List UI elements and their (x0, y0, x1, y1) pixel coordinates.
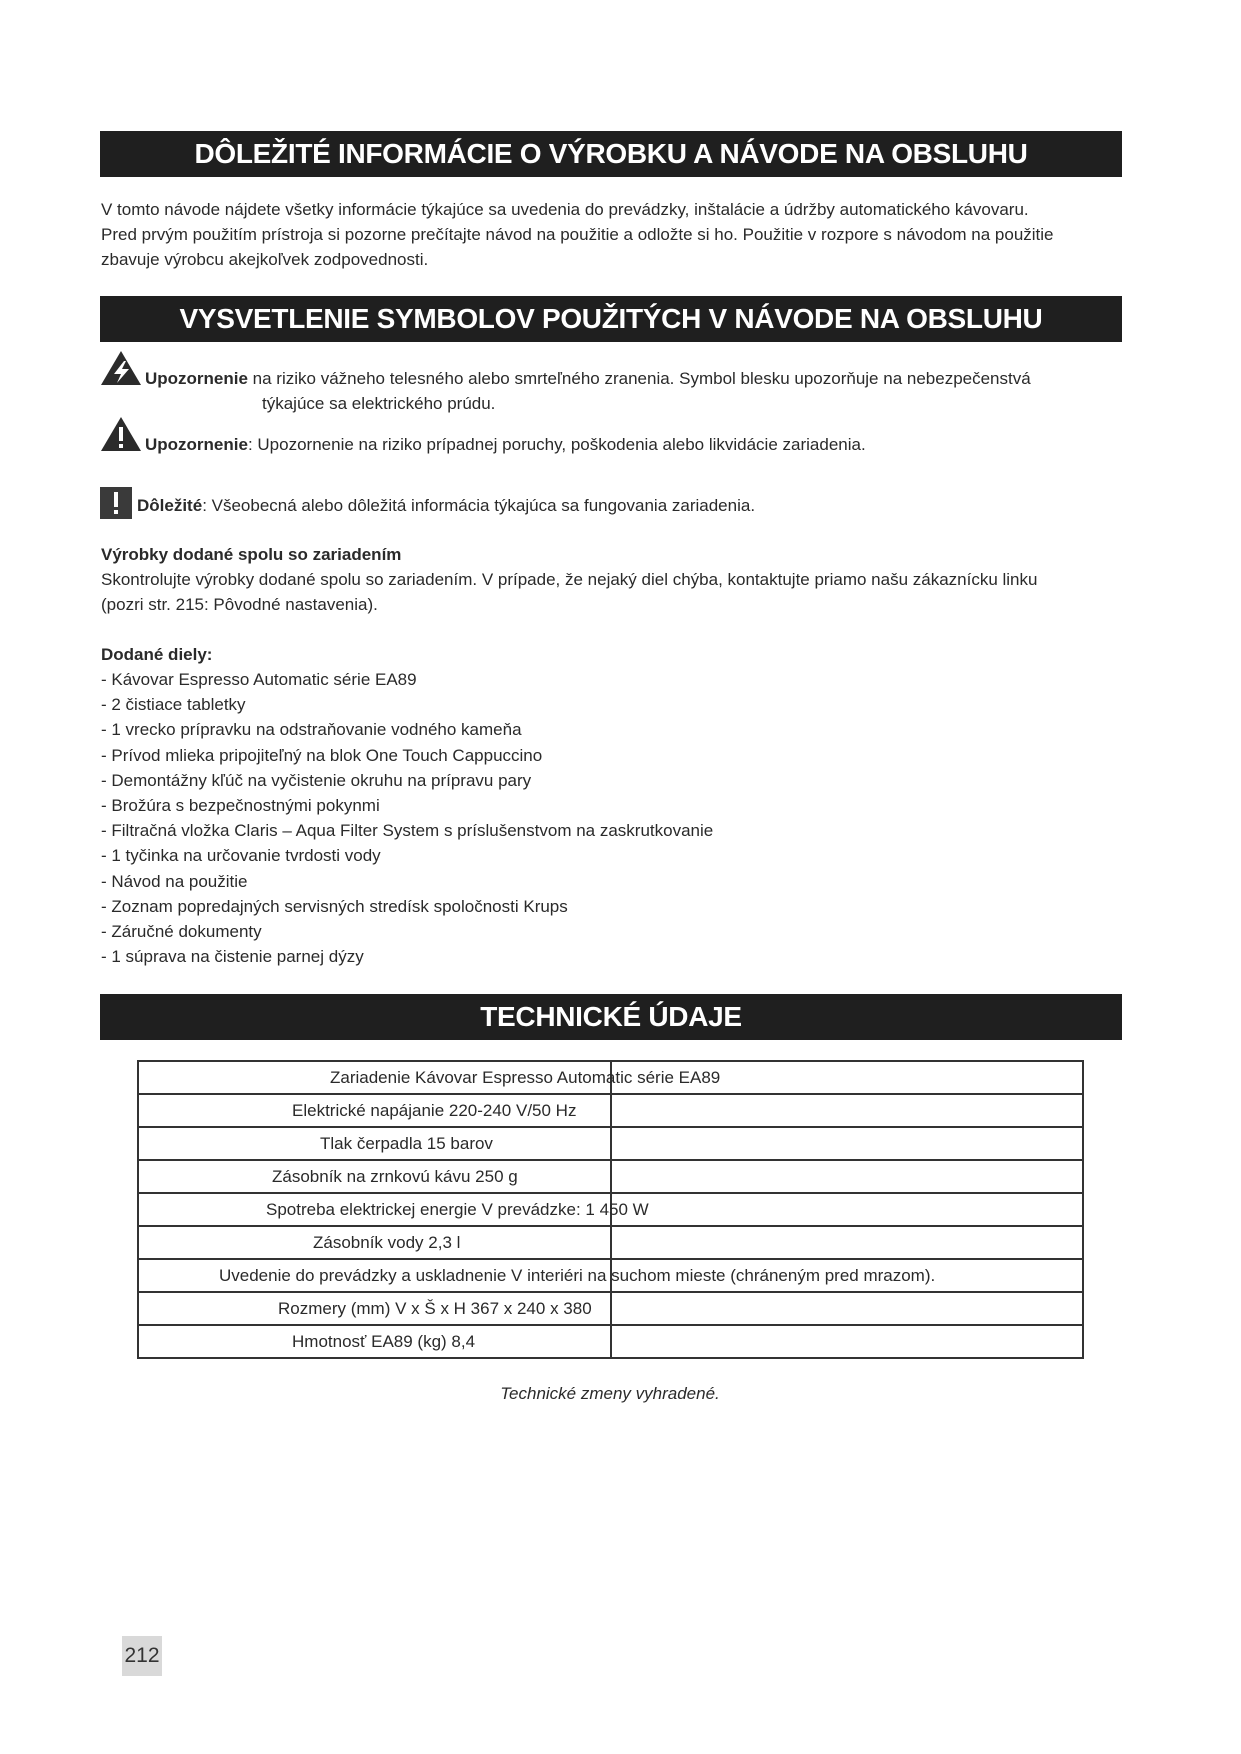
table-row (138, 1061, 1083, 1094)
intro-paragraph (101, 197, 1123, 272)
table-row (138, 1193, 1083, 1226)
spec-text: Hmotnosť EA89 (kg) 8,4 (292, 1332, 476, 1351)
intro-line: zbavuje výrobcu akejkoľvek zodpovednosti. (101, 250, 429, 269)
intro-line: Pred prvým použitím prístroja si pozorne prečítajte návod na použitie a odložte si ho. Použitie v rozpore s návodom na použitie (101, 225, 1054, 244)
section-title-tech: TECHNICKÉ ÚDAJE (100, 994, 1122, 1040)
table-row (138, 1325, 1083, 1358)
spec-text: Elektrické napájanie 220-240 V/50 Hz (292, 1101, 577, 1120)
spec-text: Zásobník na zrnkovú kávu 250 g (272, 1167, 518, 1186)
supplied-line: Skontrolujte výrobky dodané spolu so zariadením. V prípade, že nejaký diel chýba, kontaktujte priamo našu zákaznícku linku (101, 570, 1038, 589)
table-row (138, 1160, 1083, 1193)
warning-bolt-icon (100, 350, 142, 386)
parts-list (101, 667, 713, 969)
list-item: - 2 čistiace tabletky (101, 695, 246, 715)
table-row (138, 1094, 1083, 1127)
table-row (138, 1292, 1083, 1325)
symbol-important (137, 493, 755, 518)
symbol-important-text: : Všeobecná alebo dôležitá informácia týkajúca sa fungovania zariadenia. (202, 496, 756, 515)
warning-triangle-icon (100, 416, 142, 452)
page-number: 212 (122, 1636, 162, 1676)
spec-text: Tlak čerpadla 15 barov (320, 1134, 493, 1153)
tech-caption: Technické zmeny vyhradené. (500, 1384, 720, 1403)
tech-spec-table (137, 1060, 1084, 1359)
table-row (138, 1259, 1083, 1292)
list-item: - Demontážny kľúč na vyčistenie okruhu na prípravu pary (101, 770, 532, 790)
list-item: - Brožúra s bezpečnostnými pokynmi (101, 796, 380, 816)
spec-text: Zásobník vody 2,3 l (313, 1233, 461, 1252)
table-row (138, 1127, 1083, 1160)
spec-text: Rozmery (mm) V x Š x H 367 x 240 x 380 (278, 1299, 592, 1318)
section-title-important: DÔLEŽITÉ INFORMÁCIE O VÝROBKU A NÁVODE NA OBSLUHU (100, 131, 1122, 177)
spec-text: Zariadenie Kávovar Espresso Automatic série EA89 (330, 1068, 721, 1087)
list-item: - Návod na použitie (101, 871, 248, 891)
symbol-danger-text-cont: týkajúce sa elektrického prúdu. (262, 394, 496, 413)
symbol-danger (145, 366, 1031, 391)
spec-text: Spotreba elektrickej energie V prevádzke: 1 450 W (266, 1200, 649, 1219)
symbol-warning-text: : Upozornenie na riziko prípadnej poruchy, poškodenia alebo likvidácie zariadenia. (247, 435, 866, 454)
list-item: - 1 súprava na čistenie parnej dýzy (101, 947, 364, 967)
list-item: - Filtračná vložka Claris – Aqua Filter System s príslušenstvom na zaskrutkovanie (101, 821, 714, 841)
exclamation-box-icon (100, 487, 132, 519)
symbol-important-label: Dôležité (137, 496, 203, 515)
list-item: - 1 tyčinka na určovanie tvrdosti vody (101, 846, 381, 866)
spec-text: Uvedenie do prevádzky a uskladnenie V interiéri na suchom mieste (chráneným pred mrazom). (219, 1266, 936, 1285)
list-item: - Zoznam popredajných servisných stredísk spoločnosti Krups (101, 896, 568, 916)
list-item: - 1 vrecko prípravku na odstraňovanie vodného kameňa (101, 720, 522, 740)
table-row (138, 1226, 1083, 1259)
supplied-heading: Výrobky dodané spolu so zariadením (101, 545, 402, 564)
intro-line: V tomto návode nájdete všetky informácie týkajúce sa uvedenia do prevádzky, inštalácie a údržby automatického kávovaru. (101, 200, 1029, 219)
symbol-danger-text: na riziko vážneho telesného alebo smrteľného zranenia. Symbol blesku upozorňuje na nebezpečenstvá (247, 369, 1031, 388)
supplied-line: (pozri str. 215: Pôvodné nastavenia). (101, 595, 378, 614)
list-item: - Záručné dokumenty (101, 922, 262, 942)
symbol-danger-label: Upozornenie (145, 369, 248, 388)
list-item: - Kávovar Espresso Automatic série EA89 (101, 670, 417, 689)
symbol-warning (145, 432, 866, 457)
parts-heading: Dodané diely: (101, 645, 213, 664)
supplied-paragraph (101, 567, 1123, 617)
section-title-symbols: VYSVETLENIE SYMBOLOV POUŽITÝCH V NÁVODE NA OBSLUHU (100, 296, 1122, 342)
list-item: - Prívod mlieka pripojiteľný na blok One Touch Cappuccino (101, 745, 543, 765)
symbol-warning-label: Upozornenie (145, 435, 248, 454)
